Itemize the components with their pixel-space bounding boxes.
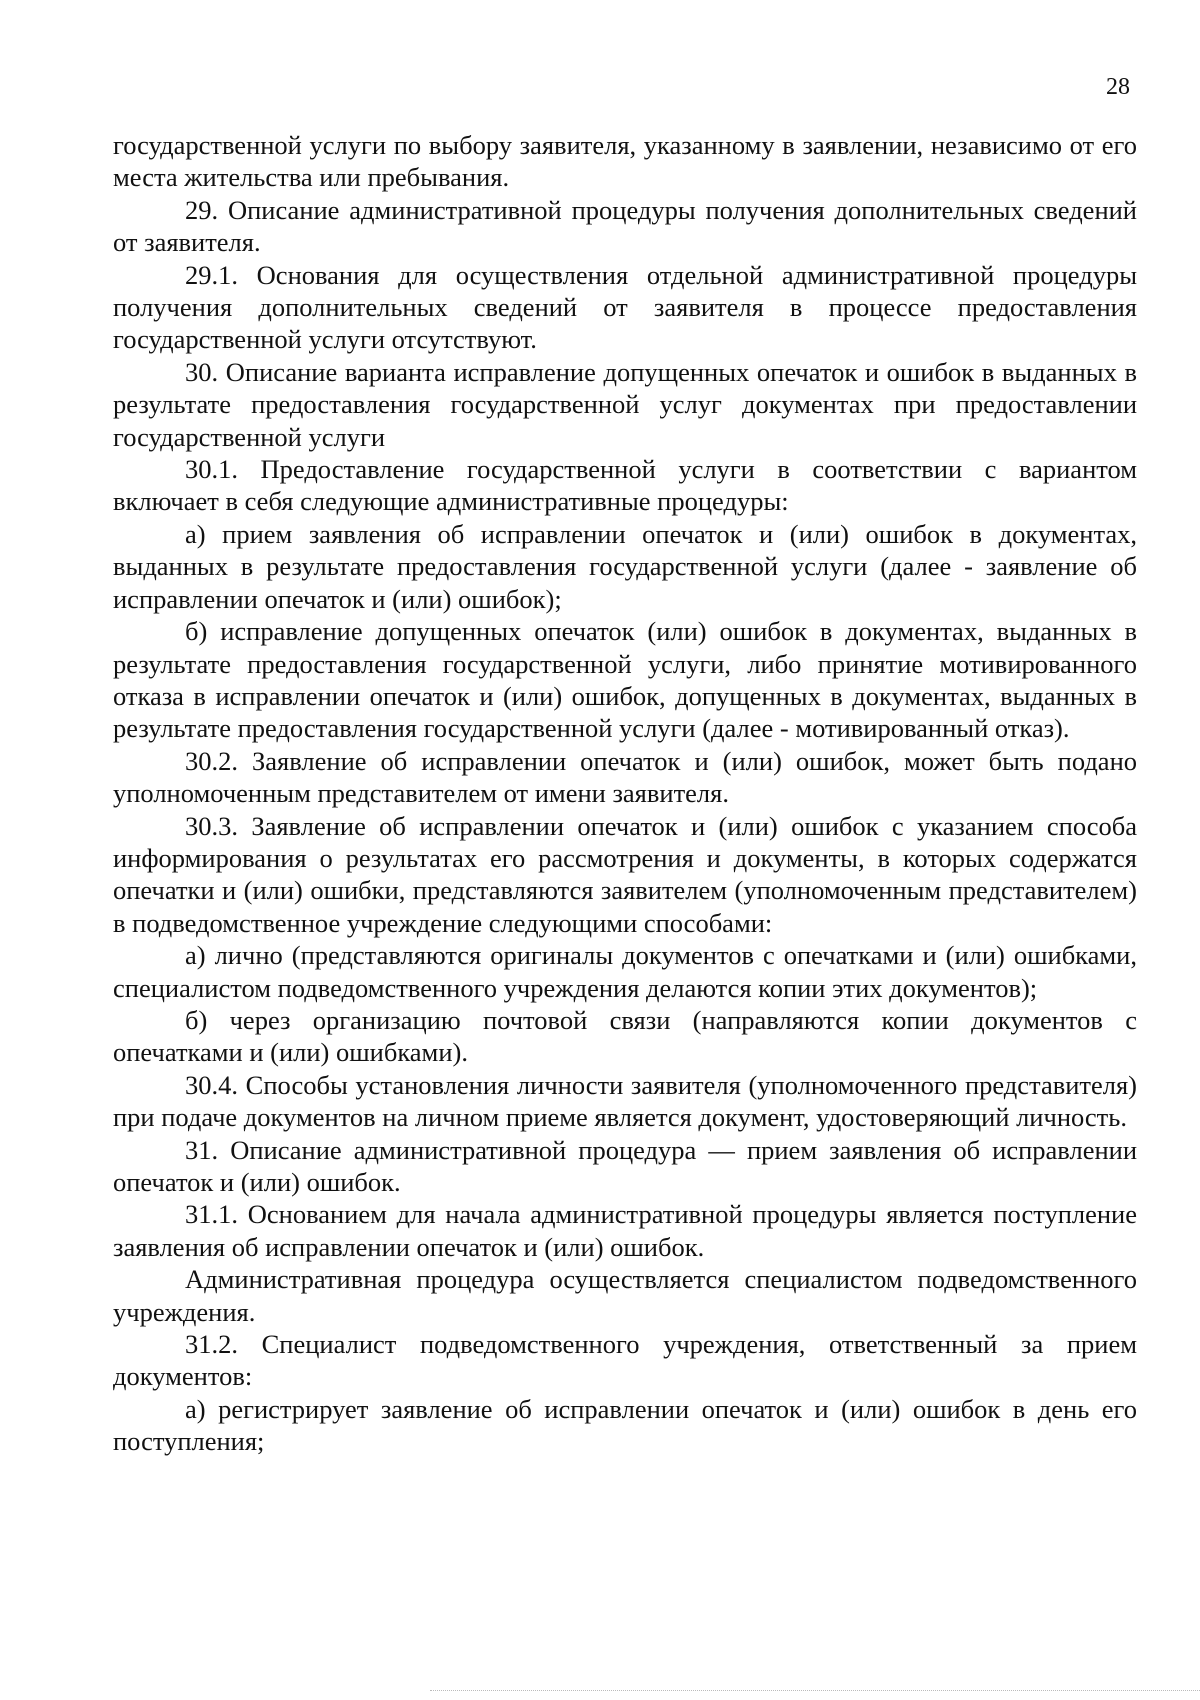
paragraph-31-2-a: а) регистрирует заявление об исправлении опечаток и (или) ошибок в день его поступления; bbox=[113, 1393, 1137, 1457]
paragraph-31-1: 31.1. Основанием для начала административной процедуры является поступление заявления об исправлении опечаток и (или) ошибок. bbox=[113, 1199, 1137, 1262]
paragraph-30: 30. Описание варианта исправление допущенных опечаток и ошибок в выданных в результате предоставления государственной услуг документах при предоставлении государственной услуги bbox=[113, 356, 1137, 452]
paragraph-31: 31. Описание административной процедура — прием заявления об исправлении опечаток и (или) ошибок. bbox=[113, 1134, 1137, 1197]
paragraph-29-1: 29.1. Основания для осуществления отдельной административной процедуры получения дополнительных сведений от заявителя в процессе предоставления государственной услуги отсутствуют. bbox=[113, 259, 1137, 355]
paragraph-continuation: государственной услуги по выбору заявителя, указанному в заявлении, независимо от его места жительства или пребывания. bbox=[113, 130, 1137, 193]
document-body bbox=[113, 129, 1137, 1458]
paragraph-30-1: 30.1. Предоставление государственной услуги в соответствии с вариантом включает в себя следующие административные процедуры: bbox=[113, 454, 1137, 517]
paragraph-29: 29. Описание административной процедуры получения дополнительных сведений от заявителя. bbox=[113, 194, 1137, 258]
paragraph-31-1-cont: Административная процедура осуществляется специалистом подведомственного учреждения. bbox=[113, 1264, 1137, 1327]
paragraph-30-4: 30.4. Способы установления личности заявителя (уполномоченного представителя) при подаче документов на личном приеме является документ, удостоверяющий личность. bbox=[113, 1069, 1137, 1133]
paragraph-30-2: 30.2. Заявление об исправлении опечаток и (или) ошибок, может быть подано уполномоченным представителем от имени заявителя. bbox=[113, 745, 1137, 809]
paragraph-30-1-b: б) исправление допущенных опечаток (или) ошибок в документах, выданных в результате предоставления государственной услуги, либо принятие мотивированного отказа в исправлении опечаток и (или) ошибок, допущенных в документах, выданных в результате предоставления государственной услуги (далее - мотивированный отказ). bbox=[113, 616, 1137, 744]
paragraph-30-3-b: б) через организацию почтовой связи (направляются копии документов с опечатками и (или) ошибками). bbox=[113, 1004, 1137, 1068]
page-number: 28 bbox=[1106, 74, 1130, 100]
paragraph-31-2: 31.2. Специалист подведомственного учреждения, ответственный за прием документов: bbox=[113, 1329, 1137, 1392]
paragraph-30-1-a: а) прием заявления об исправлении опечаток и (или) ошибок в документах, выданных в результате предоставления государственной услуги (далее - заявление об исправлении опечаток и (или) ошибок); bbox=[113, 518, 1137, 614]
bottom-scan-edge bbox=[430, 1690, 1200, 1691]
paragraph-30-3-a: а) лично (представляются оригиналы документов с опечатками и (или) ошибками, специалистом подведомственного учреждения делаются копии этих документов); bbox=[113, 940, 1137, 1003]
paragraph-30-3: 30.3. Заявление об исправлении опечаток и (или) ошибок с указанием способа информирования о результатах его рассмотрения и документы, в которых содержатся опечатки и (или) ошибки, представляются заявителем (уполномоченным представителем) в подведомственное учреждение следующими способами: bbox=[113, 810, 1137, 938]
